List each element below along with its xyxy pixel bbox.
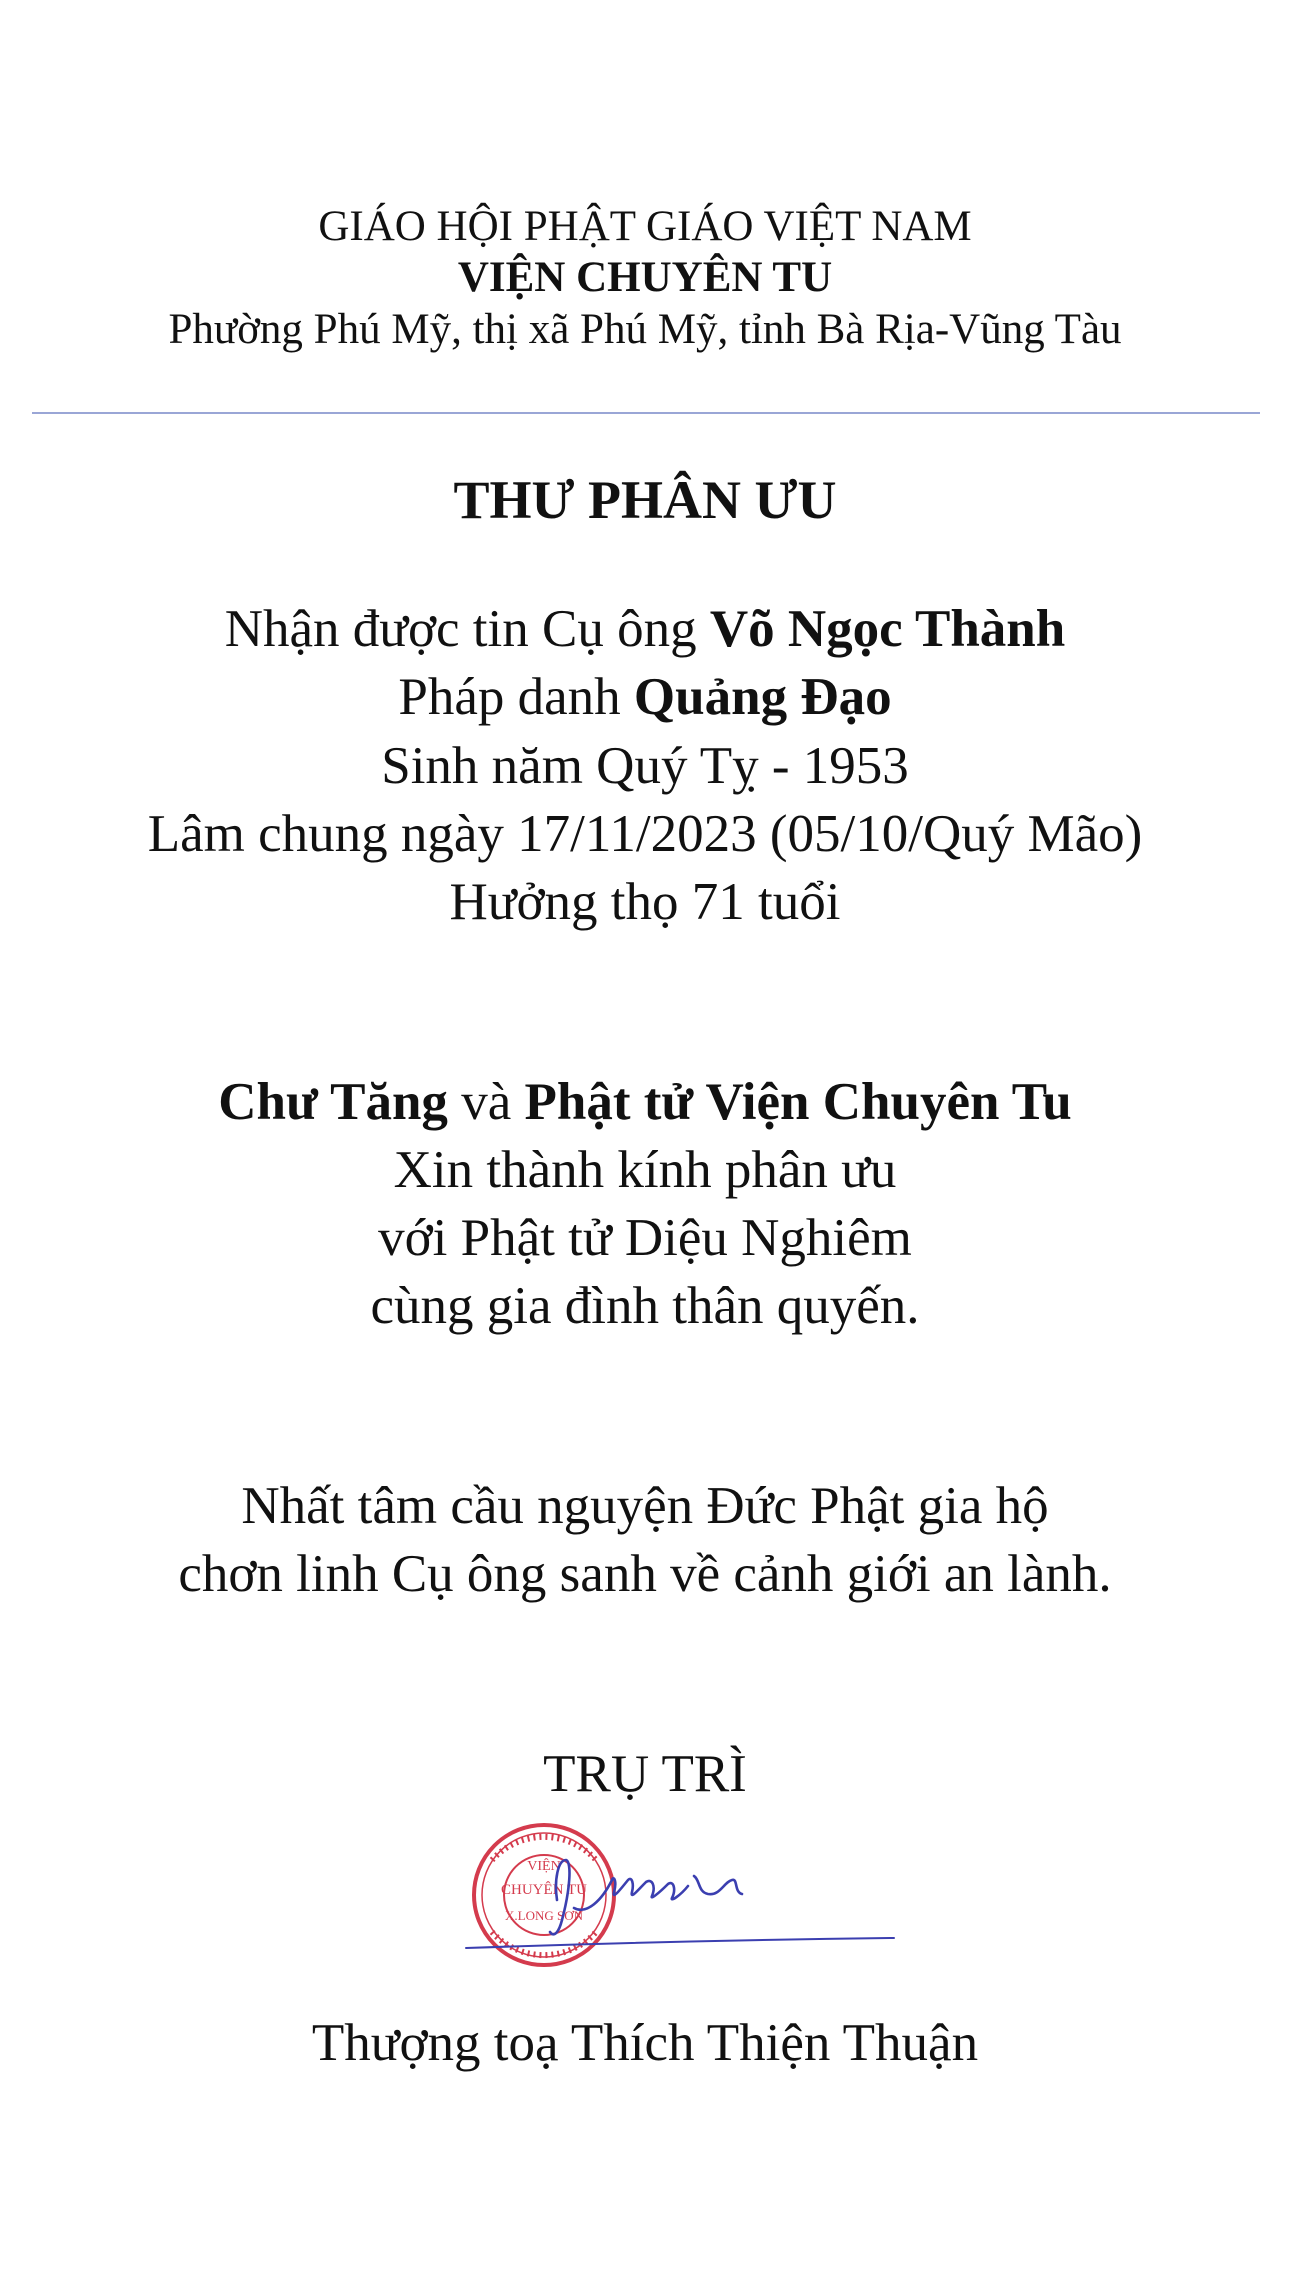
dharma-line: [0, 668, 1290, 726]
condolence-line-2: với Phật tử Diệu Nghiêm: [378, 1209, 912, 1267]
dharma-prefix: Pháp danh: [398, 668, 634, 726]
org-name: GIÁO HỘI PHẬT GIÁO VIỆT NAM: [318, 203, 972, 250]
letter-title: THƯ PHÂN ƯU: [453, 470, 837, 530]
senders-buddhists: Phật tử Viện Chuyên Tu: [524, 1073, 1072, 1131]
age-line: Hưởng thọ 71 tuổi: [449, 873, 841, 931]
senders-and: và: [447, 1073, 525, 1131]
senders-line: [0, 1073, 1290, 1131]
svg-text:X.LONG SƠN: X.LONG SƠN: [505, 1908, 583, 1923]
news-prefix: Nhận được tin Cụ ông: [224, 600, 710, 658]
institute-name: VIỆN CHUYÊN TU: [457, 254, 833, 301]
institute-address: Phường Phú Mỹ, thị xã Phú Mỹ, tỉnh Bà Rịa-Vũng Tàu: [168, 306, 1122, 353]
condolence-line-1: Xin thành kính phân ưu: [393, 1141, 897, 1199]
header-divider: [32, 412, 1260, 414]
deceased-name: Võ Ngọc Thành: [709, 600, 1066, 658]
seal-stamp-icon: [462, 1820, 912, 1970]
condolence-line-3: cùng gia đình thân quyến.: [370, 1277, 920, 1335]
seal-and-signature: [462, 1820, 912, 1970]
prayer-line-2: chơn linh Cụ ông sanh về cảnh giới an lành.: [178, 1545, 1112, 1603]
news-line: [0, 600, 1290, 658]
birth-line: Sinh năm Quý Tỵ - 1953: [381, 737, 909, 795]
svg-text:VIỆN: VIỆN: [527, 1859, 561, 1874]
svg-text:CHUYÊN TU: CHUYÊN TU: [501, 1882, 587, 1898]
passed-line: Lâm chung ngày 17/11/2023 (05/10/Quý Mão): [147, 805, 1143, 863]
dharma-name: Quảng Đạo: [633, 668, 892, 726]
signer-role: TRỤ TRÌ: [543, 1745, 747, 1803]
signer-name: Thượng toạ Thích Thiện Thuận: [311, 2014, 979, 2072]
prayer-line-1: Nhất tâm cầu nguyện Đức Phật gia hộ: [241, 1477, 1049, 1535]
senders-monks: Chư Tăng: [218, 1073, 448, 1131]
